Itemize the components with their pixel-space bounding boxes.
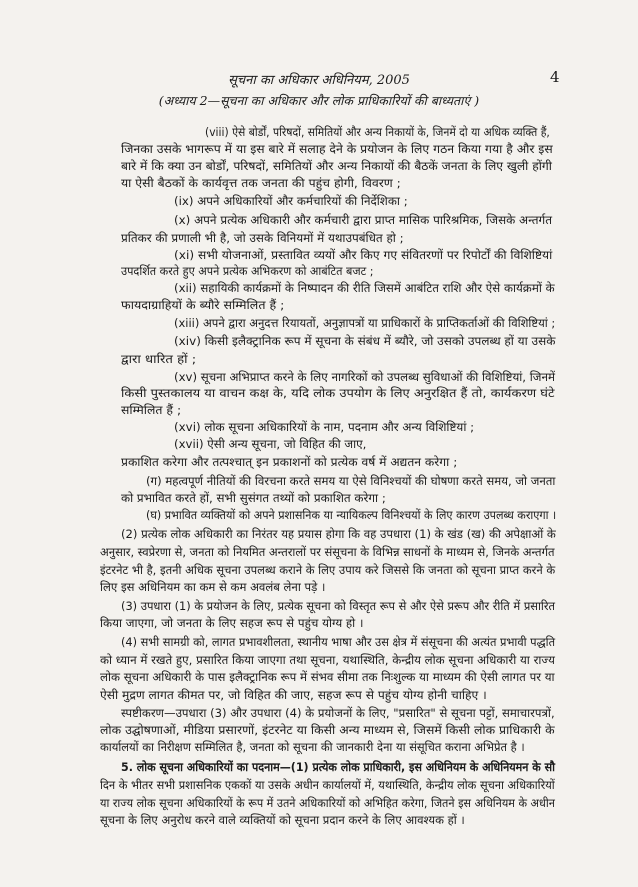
- text-line: ऐसी मुद्रण लागत कीमत पर, जो विहित की जाए, सहज रूप से पहुंच योग्य होनी चाहिए ।: [100, 688, 487, 702]
- text-line: प्रकाशित करेगा और तत्पश्चात् इन प्रकाशनों को प्रत्येक वर्ष में अद्यतन करेगा ;: [121, 455, 458, 469]
- text-line: प्रतिकर की प्रणाली भी है, जो उसके विनियमों में यथाउपबंधित हो ;: [121, 231, 404, 245]
- text-line: फायदाग्राहियों के ब्यौरे सम्मिलित हैं ;: [121, 298, 285, 312]
- text-line: किसी पुस्तकालय या वाचन कक्ष के, यदि लोक उपयोग के लिए अनुरक्षित हैं तो, कार्यकरण घंटे: [121, 386, 555, 400]
- text-line: किया जाएगा, जो जनता के लिए सहज रूप से पहुंच योग्य हो ।: [100, 616, 364, 630]
- text-line: लोक उद्घोषणाओं, मीडिया प्रसारणों, इंटरनेट या किसी अन्य माध्यम से, जिसमें किसी लोक प्राधिकारी के: [100, 723, 555, 737]
- text-line: (xvi) लोक सूचना अधिकारियों के नाम, पदनाम और अन्य विशिष्टियां ;: [174, 420, 475, 434]
- text-line: दिन के भीतर सभी प्रशासनिक एककों या उसके अधीन कार्यालयों में, यथास्थिति, केन्द्रीय लोक सूचना अधिकारियों: [100, 778, 555, 792]
- text-line: या ऐसी बैठकों के कार्यवृत्त तक जनता की पहुंच होगी, विवरण ;: [121, 176, 401, 190]
- text-line: (xii) सहायिकी कार्यक्रमों के निष्पादन की रीति जिसमें आबंटित राशि और ऐसे कार्यक्रमों के: [174, 281, 555, 295]
- text-line: लिए इस अधिनियम का कम से कम अवलंब लेना पड़े ।: [100, 580, 326, 594]
- text-line: (xi) सभी योजनाओं, प्रस्तावित व्ययों और किए गए संवितरणों पर रिपोर्टों की विशिष्टियां: [174, 248, 553, 262]
- text-line: (xv) सूचना अभिप्राप्त करने के लिए नागरिकों को उपलब्ध सुविधाओं की विशिष्टियां, जिनमें: [174, 370, 556, 384]
- text-line: अनुसार, स्वप्रेरणा से, जनता को नियमित अन्तरालों पर संसूचना के विभिन्न साधनों के माध्यम से, जिनके अन्तर्गत: [100, 545, 555, 559]
- text-line: (x) अपने प्रत्येक अधिकारी और कर्मचारी द्वारा प्राप्त मासिक पारिश्रमिक, जिसके अन्तर्गत: [174, 213, 553, 227]
- text-line: उपदर्शित करते हुए अपने प्रत्येक अभिकरण को आबंटित बजट ;: [121, 264, 374, 278]
- page-number: 4: [550, 68, 560, 86]
- text-line: स्पष्टीकरण—उपधारा (3) और उपधारा (4) के प्रयोजनों के लिए, "प्रसारित" से सूचना पट्टों, समाचारपत्रों,: [121, 706, 555, 720]
- text-line: (ग) महत्वपूर्ण नीतियों की विरचना करते समय या ऐसे विनिश्चयों की घोषणा करते समय, जो जनता: [146, 474, 556, 488]
- text-line: सूचना के लिए अनुरोध करने वाले व्यक्तियों को सूचना प्रदान करने के लिए आवश्यक हों ।: [100, 813, 465, 827]
- text-line: (घ) प्रभावित व्यक्तियों को अपने प्रशासनिक या न्यायिकल्प विनिश्चयों के लिए कारण उपलब्ध कराएगा ।: [146, 508, 557, 522]
- text-line: (2) प्रत्येक लोक अधिकारी का निरंतर यह प्रयास होगा कि वह उपधारा (1) के खंड (ख) की अपेक्षाओं के: [121, 527, 556, 541]
- text-line: बारे में कि क्या उन बोर्डों, परिषदों, समितियों और अन्य निकायों की बैठकें जनता के लिए खुली होंगी: [121, 159, 552, 173]
- text-line: 5. लोक सूचना अधिकारियों का पदनाम—(1) प्रत्येक लोक प्राधिकारी, इस अधिनियम के अधिनियमन के सौ: [121, 760, 555, 774]
- text-line: (4) सभी सामग्री को, लागत प्रभावशीलता, स्थानीय भाषा और उस क्षेत्र में संसूचना की अत्यंत प्रभावी पद्धति: [121, 635, 556, 649]
- text-line: सम्मिलित हैं ;: [121, 403, 182, 417]
- text-line: या राज्य लोक सूचना अधिकारियों के रूप में उतने अधिकारियों को अभिहित करेगा, जितने इस अधिनियम के अधीन: [100, 796, 555, 810]
- text-line: द्वारा धारित हों ;: [121, 352, 197, 366]
- running-header-subtitle: (अध्याय 2—सूचना का अधिकार और लोक प्राधिकारियों की बाध्यताएं ): [158, 93, 480, 108]
- text-line: (xiii) अपने द्वारा अनुदत्त रियायतों, अनुज्ञापत्रों या प्राधिकारों के प्राप्तिकर्ताओं की विशिष्टियां ;: [174, 316, 556, 330]
- text-line: (xvii) ऐसी अन्य सूचना, जो विहित की जाए,: [174, 437, 367, 451]
- text-line: कार्यालयों का निरीक्षण सम्मिलित है, जनता को सूचना की जानकारी देना या संसूचित कराना अभिप्रेत है ।: [100, 740, 525, 754]
- text-line: को ध्यान में रखते हुए, प्रसारित किया जाएगा तथा सूचना, यथास्थिति, केन्द्रीय लोक सूचना अधिकारी या राज्य: [100, 653, 555, 667]
- text-line: जिनका उसके भागरूप में या इस बारे में सलाह देने के प्रयोजन के लिए गठन किया गया है और इस: [121, 142, 553, 156]
- text-line: (ix) अपने अधिकारियों और कर्मचारियों की निर्देशिका ;: [174, 194, 408, 208]
- text-line: को प्रभावित करते हों, सभी सुसंगत तथ्यों को प्रकाशित करेगा ;: [121, 491, 386, 505]
- text-line: (xiv) किसी इलैक्ट्रानिक रूप में सूचना के संबंध में ब्यौरे, जो उसको उपलब्ध हों या उसके: [174, 334, 556, 348]
- text-line: इंटरनेट भी है, इतनी अधिक सूचना उपलब्ध कराने के लिए उपाय करे जिससे कि जनता को सूचना प्राप्त करने के: [100, 563, 556, 577]
- text-line: लोक सूचना अधिकारी के पास इलैक्ट्रानिक रूप में संभव सीमा तक निःशुल्क या माध्यम की ऐसी लागत पर या: [100, 670, 555, 684]
- text-line: (3) उपधारा (1) के प्रयोजन के लिए, प्रत्येक सूचना को विस्तृत रूप से और ऐसे प्ररूप और रीति में प्रसारित: [121, 599, 556, 613]
- running-header-title: सूचना का अधिकार अधिनियम, 2005: [228, 73, 410, 88]
- text-line: (viii) ऐसे बोर्डों, परिषदों, समितियों और अन्य निकायों के, जिनमें दो या अधिक व्यक्ति हैं,: [205, 125, 550, 139]
